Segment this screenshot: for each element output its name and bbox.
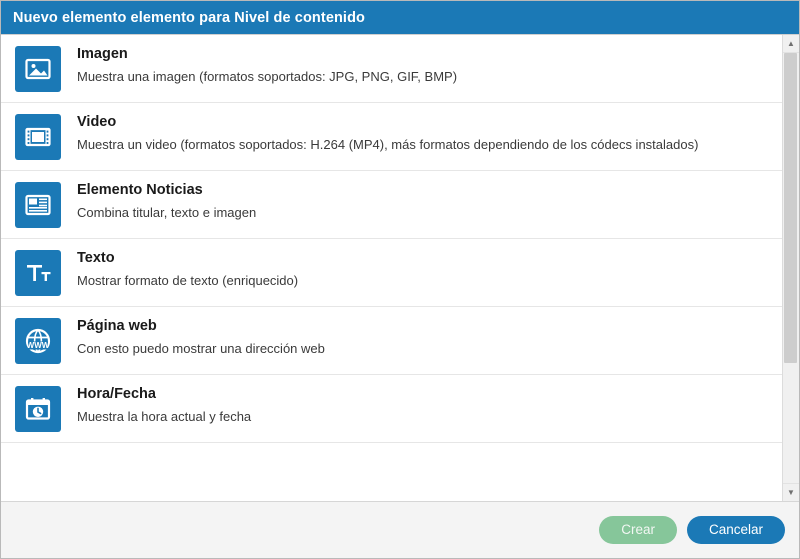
list-item-title: Elemento Noticias — [77, 182, 203, 198]
calendar-clock-icon — [15, 386, 61, 432]
scroll-down-arrow-icon[interactable]: ▼ — [783, 483, 799, 501]
dialog-footer — [1, 502, 799, 558]
list-item[interactable] — [1, 239, 782, 307]
list-item-description: Mostrar formato de texto (enriquecido) — [77, 272, 299, 288]
list-item-description: Con esto puedo mostrar una dirección web — [77, 340, 325, 356]
dialog-titlebar — [1, 1, 799, 34]
image-icon — [15, 46, 61, 92]
list-item-text — [77, 46, 457, 85]
list-item-description: Combina titular, texto e imagen — [77, 204, 257, 220]
list-item-text — [77, 114, 698, 153]
list-item-description: Muestra una imagen (formatos soportados: JPG, PNG, GIF, BMP) — [77, 68, 458, 84]
element-type-list — [1, 35, 782, 501]
list-item-text — [77, 318, 325, 357]
newspaper-icon — [15, 182, 61, 228]
list-item-title: Página web — [77, 318, 157, 334]
list-item[interactable] — [1, 103, 782, 171]
vertical-scrollbar[interactable] — [782, 35, 799, 501]
list-item-title: Video — [77, 114, 117, 130]
list-item-text — [77, 182, 256, 221]
create-button[interactable]: Crear — [599, 516, 677, 544]
cancel-button[interactable]: Cancelar — [687, 516, 785, 544]
list-item-title: Imagen — [77, 46, 128, 62]
list-item-text — [77, 386, 251, 425]
list-item[interactable] — [1, 35, 782, 103]
list-item[interactable] — [1, 307, 782, 375]
element-type-list-area — [1, 34, 799, 502]
list-item-text — [77, 250, 298, 289]
scrollbar-track[interactable] — [783, 53, 799, 483]
page-title: Nuevo elemento elemento para Nivel de contenido — [13, 9, 365, 26]
text-format-icon — [15, 250, 61, 296]
list-item-title: Texto — [77, 250, 115, 266]
globe-www-icon — [15, 318, 61, 364]
list-item[interactable] — [1, 171, 782, 239]
video-film-icon — [15, 114, 61, 160]
svg-text:WWW: WWW — [26, 341, 50, 350]
list-item-description: Muestra la hora actual y fecha — [77, 408, 252, 424]
scrollbar-thumb[interactable] — [784, 53, 797, 363]
scroll-up-arrow-icon[interactable]: ▲ — [783, 35, 799, 53]
list-item-description: Muestra un video (formatos soportados: H.264 (MP4), más formatos dependiendo de los códecs instalados) — [77, 136, 699, 152]
list-item[interactable] — [1, 375, 782, 443]
list-item-title: Hora/Fecha — [77, 386, 156, 402]
